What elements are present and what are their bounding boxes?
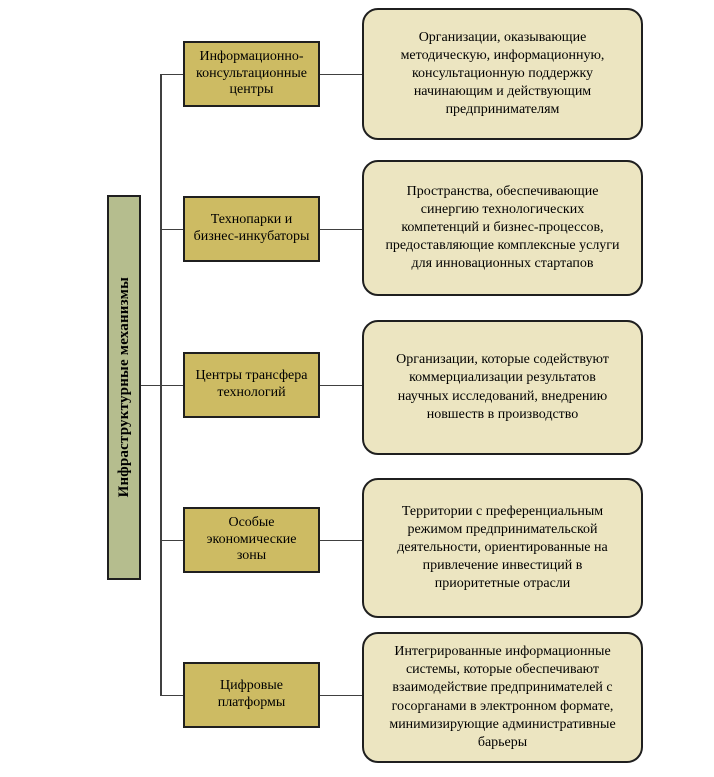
root-node (107, 195, 141, 580)
mechanism-node-label: Цифровые платформы (217, 678, 286, 710)
mechanism-node-label: Особые экономические зоны (206, 515, 297, 564)
mechanism-node-digital-platforms (183, 662, 320, 728)
stub-line-4 (160, 540, 183, 542)
description-node-text: Организации, которые содействуют коммерциализации результатов научных исследований, внедрению новшеств в производство (396, 352, 609, 422)
mechanism-node-economic-zones (183, 507, 320, 573)
description-node-info-centers (362, 8, 643, 140)
connector-line-3 (320, 385, 362, 387)
connector-line-1 (320, 74, 362, 76)
mechanism-node-label: Центры трансфера технологий (195, 368, 308, 400)
connector-line-2 (320, 229, 362, 231)
mechanism-node-info-centers (183, 41, 320, 107)
mechanism-node-tech-transfer (183, 352, 320, 418)
stub-line-5 (160, 695, 183, 697)
description-node-text: Интегрированные информационные системы, которые обеспечивают взаимодействие предпринимателей с госорганами в электронном формате, минимизирующие административные барьеры (389, 643, 616, 750)
connector-line-5 (320, 695, 362, 697)
stub-line-2 (160, 229, 183, 231)
stub-line-1 (160, 74, 183, 76)
description-node-text: Организации, оказывающие методическую, информационную, консультационную поддержку начинающим и действующим предпринимателям (400, 29, 605, 118)
description-node-text: Территории с преференциальным режимом предпринимательской деятельности, ориентированные на привлечение инвестиций в приоритетные отрасли (397, 503, 608, 592)
description-node-tech-transfer (362, 320, 643, 455)
description-node-economic-zones (362, 478, 643, 618)
description-node-text: Пространства, обеспечивающие синергию технологических компетенций и бизнес-процессов, предоставляющие комплексные услуги для инновационных стартапов (385, 183, 620, 272)
mechanism-node-technoparks (183, 196, 320, 262)
mechanism-node-label: Информационно-консультационные центры (196, 49, 307, 98)
mechanism-node-label: Технопарки и бизнес-инкубаторы (193, 212, 310, 244)
root-node-label: Инфраструктурные механизмы (115, 277, 132, 498)
description-node-technoparks (362, 160, 643, 296)
connector-line-4 (320, 540, 362, 542)
stub-line-3-root-link (141, 385, 183, 387)
description-node-digital-platforms (362, 632, 643, 763)
